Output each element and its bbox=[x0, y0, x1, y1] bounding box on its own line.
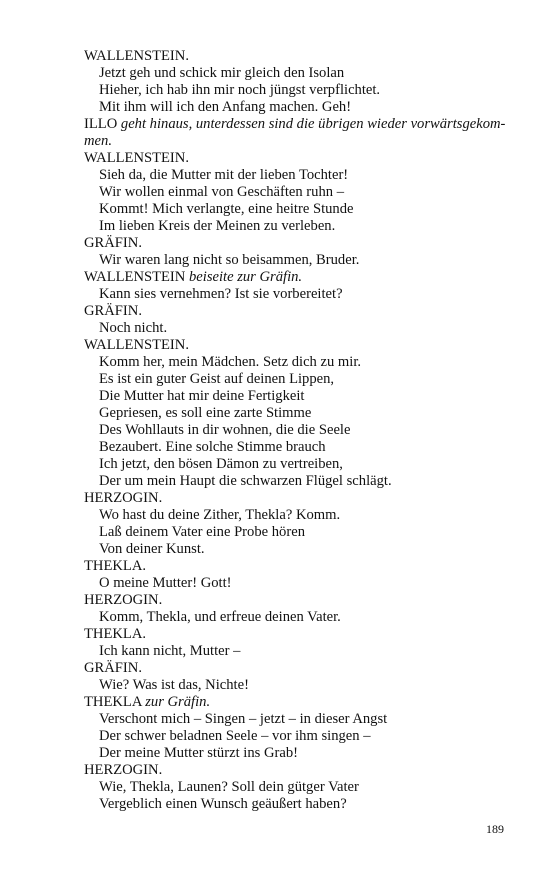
speaker-line bbox=[84, 626, 514, 643]
speaker-name: HERZOGIN. bbox=[84, 762, 163, 778]
verse-line: Gepriesen, es soll eine zarte Stimme bbox=[99, 405, 312, 421]
speaker-line bbox=[84, 694, 514, 711]
speaker-name: WALLENSTEIN. bbox=[84, 150, 189, 166]
speaker-name: WALLENSTEIN bbox=[84, 269, 186, 285]
verse-line: O meine Mutter! Gott! bbox=[99, 575, 232, 591]
speaker-line bbox=[84, 337, 514, 354]
verse-line: Wie, Thekla, Launen? Soll dein gütger Vater bbox=[99, 779, 359, 795]
verse-line: Laß deinem Vater eine Probe hören bbox=[99, 524, 305, 540]
verse-line: Bezaubert. Eine solche Stimme brauch bbox=[99, 439, 326, 455]
speaker-name: HERZOGIN. bbox=[84, 490, 163, 506]
speaker-line bbox=[84, 235, 514, 252]
speaker-name: GRÄFIN. bbox=[84, 303, 142, 319]
verse-line: Die Mutter hat mir deine Fertigkeit bbox=[99, 388, 305, 404]
stage-direction: beiseite zur Gräfin. bbox=[188, 269, 303, 285]
speaker-name: GRÄFIN. bbox=[84, 660, 142, 676]
text-block bbox=[84, 48, 514, 813]
verse-line: Der um mein Haupt die schwarzen Flügel schlägt. bbox=[99, 473, 392, 489]
verse-line: Verschont mich – Singen – jetzt – in dieser Angst bbox=[99, 711, 388, 727]
verse-line: Mit ihm will ich den Anfang machen. Geh! bbox=[99, 99, 352, 115]
verse-line: Hieher, ich hab ihn mir noch jüngst verpflichtet. bbox=[99, 82, 381, 98]
verse-line: Von deiner Kunst. bbox=[99, 541, 205, 557]
speaker-name: ILLO bbox=[84, 116, 118, 132]
speaker-name: HERZOGIN. bbox=[84, 592, 163, 608]
page-number: 189 bbox=[486, 822, 504, 836]
verse-line: Wir wollen einmal von Geschäften ruhn – bbox=[99, 184, 345, 200]
verse-line: Im lieben Kreis der Meinen zu verleben. bbox=[99, 218, 336, 234]
verse-line: Wie? Was ist das, Nichte! bbox=[99, 677, 249, 693]
verse-line: Kann sies vernehmen? Ist sie vorbereitet? bbox=[99, 286, 343, 302]
speaker-line bbox=[84, 592, 514, 609]
speaker-name: WALLENSTEIN. bbox=[84, 337, 189, 353]
verse-line: Jetzt geh und schick mir gleich den Isolan bbox=[99, 65, 345, 81]
speaker-line bbox=[84, 660, 514, 677]
stage-direction: zur Gräfin. bbox=[145, 694, 211, 710]
verse-line: Wir waren lang nicht so beisammen, Bruder. bbox=[99, 252, 360, 268]
verse-line: Sieh da, die Mutter mit der lieben Tochter! bbox=[99, 167, 349, 183]
verse-line: Der meine Mutter stürzt ins Grab! bbox=[99, 745, 298, 761]
speaker-name: THEKLA. bbox=[84, 626, 147, 642]
speaker-line bbox=[84, 490, 514, 507]
verse-line: Des Wohllauts in dir wohnen, die die Seele bbox=[99, 422, 351, 438]
speaker-line bbox=[84, 150, 514, 167]
verse-line: Es ist ein guter Geist auf deinen Lippen, bbox=[99, 371, 335, 387]
speaker-line bbox=[84, 269, 514, 286]
stage-direction: geht hinaus, unterdessen sind die übrigen wieder vorwärtsgekom- bbox=[120, 116, 506, 132]
speaker-line bbox=[84, 558, 514, 575]
speaker-name: GRÄFIN. bbox=[84, 235, 142, 251]
stage-direction-continued: men. bbox=[84, 133, 112, 149]
verse-line: Komm, Thekla, und erfreue deinen Vater. bbox=[99, 609, 341, 625]
speaker-line bbox=[84, 762, 514, 779]
verse-line: Der schwer beladnen Seele – vor ihm singen – bbox=[99, 728, 371, 744]
speaker-line bbox=[84, 303, 514, 320]
verse-line: Kommt! Mich verlangte, eine heitre Stunde bbox=[99, 201, 354, 217]
verse-line: Vergeblich einen Wunsch geäußert haben? bbox=[99, 796, 347, 812]
speaker-name: THEKLA. bbox=[84, 558, 147, 574]
verse-line: Wo hast du deine Zither, Thekla? Komm. bbox=[99, 507, 341, 523]
verse-line: Komm her, mein Mädchen. Setz dich zu mir. bbox=[99, 354, 362, 370]
speaker-name: WALLENSTEIN. bbox=[84, 48, 189, 64]
speaker-line bbox=[84, 116, 514, 133]
verse-line: Ich jetzt, den bösen Dämon zu vertreiben, bbox=[99, 456, 343, 472]
verse-line: Noch nicht. bbox=[99, 320, 168, 336]
speaker-name: THEKLA bbox=[84, 694, 142, 710]
speaker-line bbox=[84, 48, 514, 65]
verse-line: Ich kann nicht, Mutter – bbox=[99, 643, 241, 659]
